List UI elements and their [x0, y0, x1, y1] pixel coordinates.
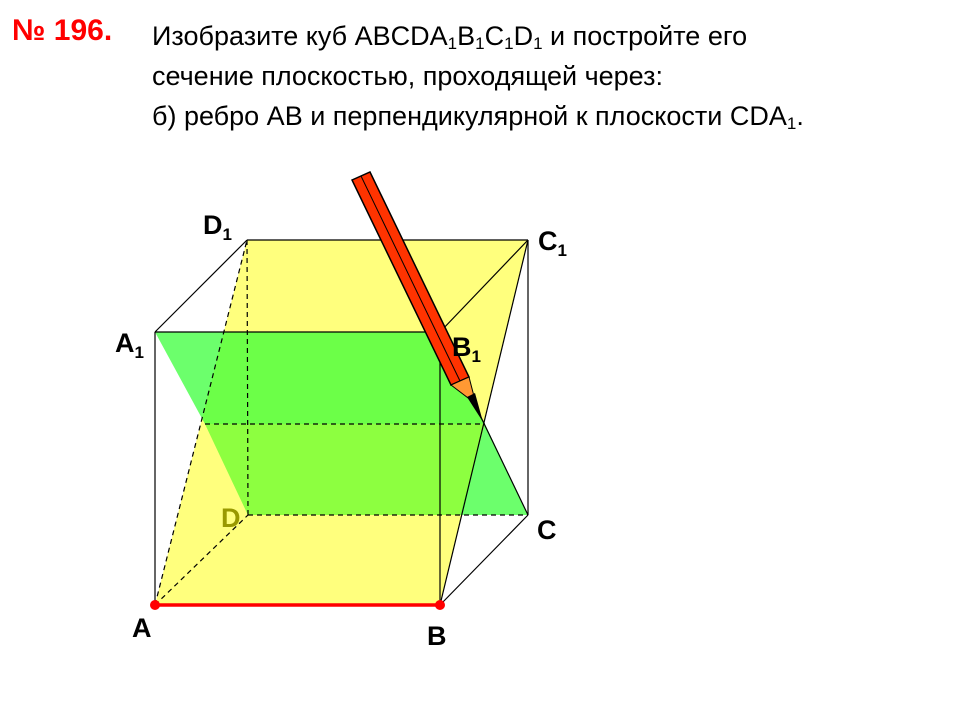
vertex-label-a: A [132, 613, 152, 643]
letter-c: C [484, 21, 505, 51]
task-line-1-start: Изобразите куб ABCDA [152, 21, 448, 51]
vertex-label-d: D [221, 503, 241, 533]
point-b [435, 600, 445, 610]
point-a [150, 600, 160, 610]
task-line-3-start: б) ребро AB и перпендикулярной к плоскости CDA [152, 101, 787, 131]
subscript: 1 [533, 34, 543, 53]
vertex-label-d1: $D_1$ [203, 210, 232, 244]
vertex-label-c1: $C_1$ [538, 226, 567, 260]
letter-b: B [457, 21, 476, 51]
task-line-2: сечение плоскостью, проходящей через: [152, 61, 663, 91]
subscript: 1 [786, 114, 797, 133]
vertex-label-a1: $A_1$ [115, 328, 144, 362]
subscript: 1 [504, 34, 514, 53]
vertex-label-b: B [427, 621, 447, 651]
letter-d: D [513, 21, 534, 51]
task-line-3-end: . [796, 101, 804, 131]
vertex-label-c: C [537, 515, 557, 545]
subscript: 1 [447, 34, 458, 53]
task-line-1-end: и постройте его [542, 21, 748, 51]
plane-overlap-region [205, 424, 485, 515]
subscript: 1 [475, 34, 485, 53]
problem-number: № 196. [12, 14, 113, 47]
vertex-label-b1: $B_1$ [452, 332, 481, 366]
